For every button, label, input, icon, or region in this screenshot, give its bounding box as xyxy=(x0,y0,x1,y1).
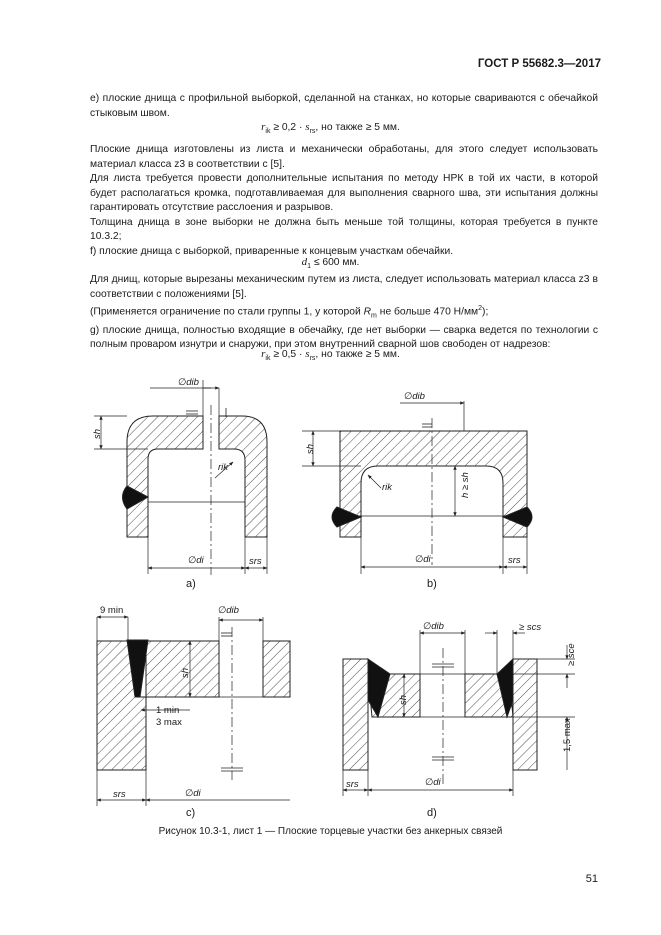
label-a: a) xyxy=(186,578,196,590)
label-c-dib: ∅dib xyxy=(218,605,239,616)
label-a-dib: ∅dib xyxy=(178,377,199,388)
label-b-sh: sh xyxy=(305,443,316,454)
paragraph-g: g) плоские днища, полностью входящие в обечайку, где нет выборки — сварка ведется по технологии с полным проваром изнутри и снаружи, при этом внутренний сварной шов свободен от надрезов: xyxy=(90,324,598,351)
label-d-dib: ∅dib xyxy=(423,621,444,632)
formula-1-expr: $r_{ik} \ge 0,2 \cdot s_{rs}$, xyxy=(261,121,319,136)
label-c-sh: sh xyxy=(180,667,191,678)
diagram-d-shell-right xyxy=(513,659,537,770)
diagram-d xyxy=(343,630,575,796)
formula-2-expr: $d_1 \le 600$ мм. xyxy=(301,256,360,271)
paragraph-e: е) плоские днища с профильной выборкой, сделанной на станках, но которые свариваются с обечайкой стыковым швом. xyxy=(90,93,598,119)
diagram-a-part-left xyxy=(127,416,203,537)
label-b: b) xyxy=(427,578,437,590)
diagram-a-part-right xyxy=(219,416,267,537)
page-number: 51 xyxy=(585,873,598,885)
diagram-c xyxy=(97,617,290,806)
label-d-di: ∅di xyxy=(425,777,441,788)
diagram-a xyxy=(94,380,267,575)
formula-3-expr: $r_{ik} \ge 0,5 \cdot s_{rs}$, xyxy=(261,348,319,363)
standard-header: ГОСТ Р 55682.3—2017 xyxy=(477,58,601,70)
paragraph-material: Плоские днища изготовлены из листа и механически обработаны, для этого следует использовать материал класса z3 в соответствии с [5]. xyxy=(90,144,598,170)
paragraph-restriction: (Применяется ограничение по стали группы 1, у которой $R_m$ не больше 470 $Н/мм^2$); xyxy=(90,305,489,320)
label-a-sh: sh xyxy=(92,428,103,439)
label-b-di: ∅di xyxy=(415,554,431,565)
label-a-rik: rik xyxy=(218,462,229,473)
label-d-scs: ≥ scs xyxy=(519,622,542,633)
label-b-dib: ∅dib xyxy=(404,391,425,402)
diagram-d-shell-left xyxy=(343,659,368,770)
label-d-sce: ≥ sce xyxy=(566,643,577,666)
paragraph-z3: Для днищ, которые вырезаны механическим путем из листа, следует использовать материал класса z3 в соответствии с положениями [5]. xyxy=(90,274,598,300)
paragraph-f: f) плоские днища с выборкой, приваренные к концевым участкам обечайки. xyxy=(90,245,454,257)
label-c-9min: 9 min xyxy=(100,605,124,616)
label-b-h: h ≥ sh xyxy=(460,472,471,498)
diagram-b xyxy=(302,401,532,574)
label-d: d) xyxy=(427,807,437,819)
label-b-srs: srs xyxy=(508,555,521,566)
label-c-1min: 1 min xyxy=(156,705,180,716)
label-d-15max: 1,5 max xyxy=(562,718,573,752)
label-c-srs: srs xyxy=(113,789,126,800)
label-d-srs: srs xyxy=(346,779,359,790)
label-c: c) xyxy=(186,807,196,819)
paragraph-testing: Для листа требуется провести дополнительные испытания по методу НРК в той их части, в которой будет располагаться кромка, подготавливаемая для выполнения сварного шва, эти испытания должны гарантировать отсутствие расслоения и разрывов. xyxy=(90,173,598,213)
label-a-srs: srs xyxy=(249,556,262,567)
label-d-sh: sh xyxy=(398,694,409,705)
diagram-c-head-right xyxy=(263,641,290,697)
paragraph-thickness: Толщина днища в зоне выборки не должна быть меньше той толщины, которая требуется в пункте 10.3.2; xyxy=(90,216,598,242)
formula-3-tail: но также ≥ 5 мм. xyxy=(321,349,400,360)
formula-1-tail: но также ≥ 5 мм. xyxy=(321,122,400,133)
diagram-b-head xyxy=(340,431,527,516)
figure-caption: Рисунок 10.3-1, лист 1 — Плоские торцевые участки без анкерных связей xyxy=(158,826,503,837)
label-c-di: ∅di xyxy=(185,788,201,799)
label-c-3max: 3 max xyxy=(156,717,182,728)
label-b-rik: rik xyxy=(382,482,393,493)
label-a-di: ∅di xyxy=(188,555,204,566)
